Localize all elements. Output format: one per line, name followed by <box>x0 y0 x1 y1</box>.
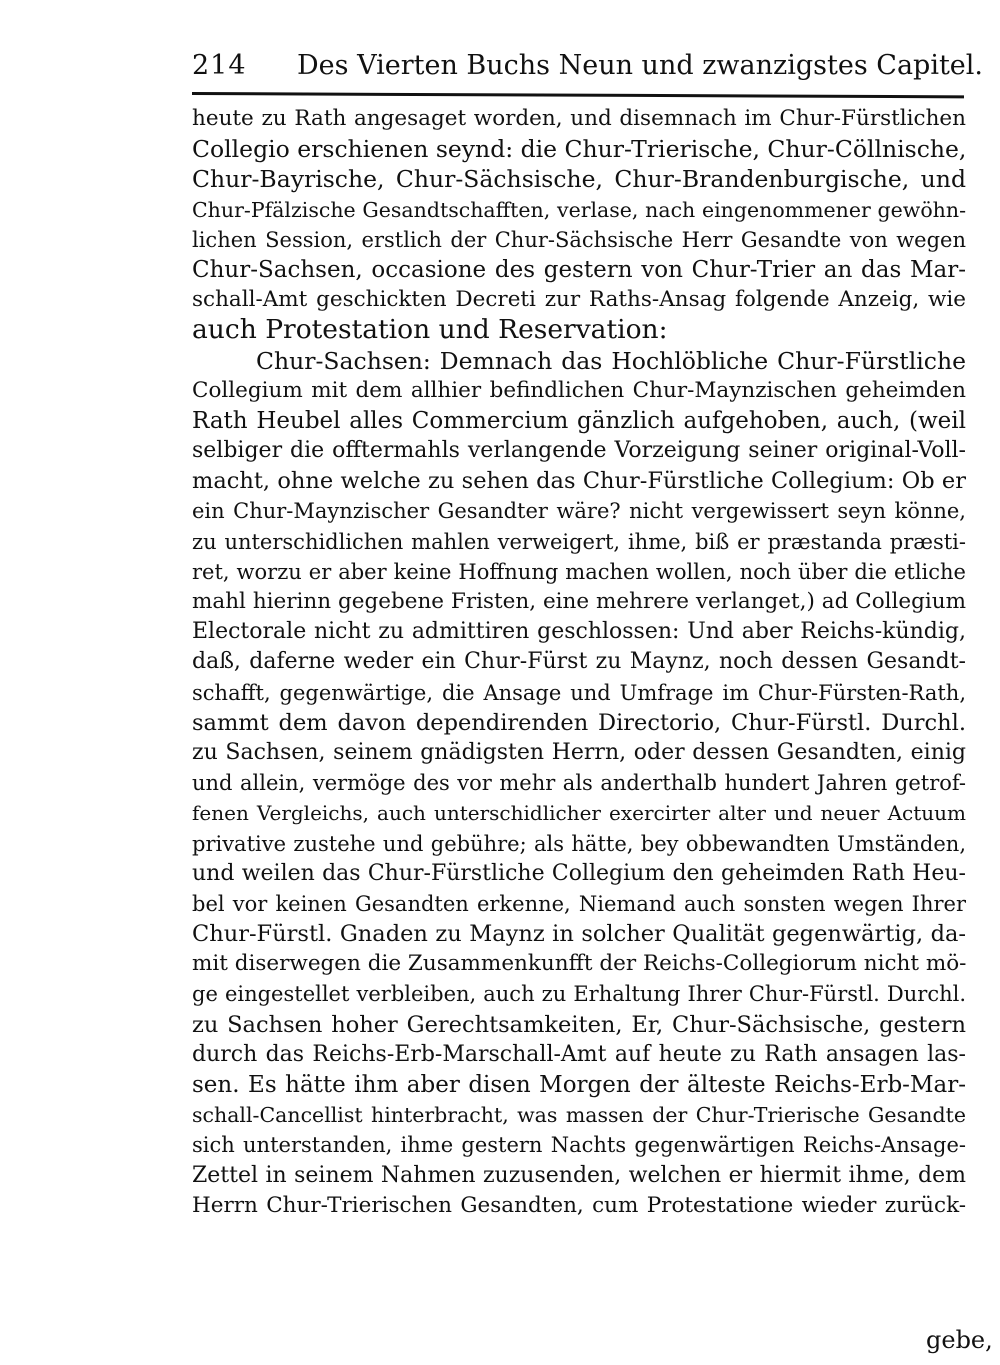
text-line: und weilen das Chur-Fürstliche Collegium den geheimden Rath Heu- <box>192 860 966 886</box>
text-line: heute zu Rath angesaget worden, und disemnach im Chur-Fürstlichen <box>192 106 966 131</box>
text-line: sammt dem davon dependirenden Directorio, Chur-Fürstl. Durchl. <box>192 709 966 736</box>
text-line: zu unterschidlichen mahlen verweigert, ihme, biß er præstanda præsti- <box>192 529 966 554</box>
text-line: auch Protestation und Reservation: <box>192 315 668 346</box>
page-header <box>192 42 984 92</box>
running-head: Des Vierten Buchs Neun und zwanzigstes Capitel. <box>297 50 984 81</box>
text-line: zu Sachsen, seinem gnädigsten Herrn, oder dessen Gesandten, einig <box>192 739 966 765</box>
text-line: ge eingestellet verbleiben, auch zu Erhaltung Ihrer Chur-Fürstl. Durchl. <box>192 982 966 1007</box>
text-line: ret, worzu er aber keine Hoffnung machen wollen, noch über die etliche <box>192 559 966 584</box>
text-line: Chur-Fürstl. Gnaden zu Maynz in solcher Qualität gegenwärtig, da- <box>192 921 966 948</box>
text-line: Chur-Bayrische, Chur-Sächsische, Chur-Brandenburgische, und <box>192 165 966 194</box>
text-line: Zettel in seinem Nahmen zuzusenden, welchen er hiermit ihme, dem <box>192 1162 966 1188</box>
text-line: Collegio erschienen seynd: die Chur-Trierische, Chur-Cöllnische, <box>192 135 966 164</box>
text-line: macht, ohne welche zu sehen das Chur-Fürstliche Collegium: Ob er <box>192 468 966 495</box>
text-line: sen. Es hätte ihm aber disen Morgen der älteste Reichs-Erb-Mar- <box>192 1072 966 1098</box>
page-number: 214 <box>192 50 247 81</box>
text-line: mahl hierinn gegebene Fristen, eine mehrere verlanget,) ad Collegium <box>192 589 966 614</box>
body-text <box>192 104 966 1221</box>
text-line: privative zustehe und gebühre; als hätte, bey obbewandten Umständen, <box>192 831 966 856</box>
text-line: bel vor keinen Gesandten erkenne, Niemand auch sonsten wegen Ihrer <box>192 891 966 916</box>
text-line: Herrn Chur-Trierischen Gesandten, cum Protestatione wieder zurück- <box>192 1192 966 1218</box>
text-line: sich unterstanden, ihme gestern Nachts gegenwärtigen Reichs-Ansage- <box>192 1133 966 1158</box>
text-line: Electorale nicht zu admittiren geschlossen: Und aber Reichs-kündig, <box>192 619 966 645</box>
text-line: schall-Amt geschickten Decreti zur Raths-Ansag folgende Anzeig, wie <box>192 287 966 313</box>
text-line: durch das Reichs-Erb-Marschall-Amt auf heute zu Rath ansagen las- <box>192 1041 966 1067</box>
text-line: ein Chur-Maynzischer Gesandter wäre? nicht vergewissert seyn könne, <box>192 499 966 524</box>
text-line: schall-Cancellist hinterbracht, was massen der Chur-Trierische Gesandte <box>192 1103 966 1128</box>
text-line: daß, daferne weder ein Chur-Fürst zu Maynz, noch dessen Gesandt- <box>192 649 966 675</box>
text-line: mit diserwegen die Zusammenkunfft der Reichs-Collegiorum nicht mö- <box>192 951 966 977</box>
text-line: Collegium mit dem allhier befindlichen Chur-Maynzischen geheimden <box>192 377 966 403</box>
text-line: Chur-Sachsen, occasione des gestern von Chur-Trier an das Mar- <box>192 256 966 283</box>
header-rule <box>192 92 964 98</box>
text-line: Chur-Pfälzische Gesandtschafften, verlase, nach eingenommener gewöhn- <box>192 197 966 222</box>
text-line: fenen Vergleichs, auch unterschidlicher exercirter alter und neuer Actuum <box>192 801 966 826</box>
text-line: schafft, gegenwärtige, die Ansage und Umfrage im Chur-Fürsten-Rath, <box>192 680 966 705</box>
catchword: gebe, <box>926 1326 993 1354</box>
text-line: und allein, vermöge des vor mehr als anderthalb hundert Jahren getrof- <box>192 771 966 796</box>
text-line: Rath Heubel alles Commercium gänzlich aufgehoben, auch, (weil <box>192 407 966 434</box>
text-line: selbiger die offtermahls verlangende Vorzeigung seiner original-Voll- <box>192 438 966 464</box>
text-line: Chur-Sachsen: Demnach das Hochlöbliche Chur-Fürstliche <box>256 346 966 375</box>
text-line: zu Sachsen hoher Gerechtsamkeiten, Er, Chur-Sächsische, gestern <box>192 1011 966 1038</box>
text-line: lichen Session, erstlich der Chur-Sächsische Herr Gesandte von wegen <box>192 227 966 252</box>
